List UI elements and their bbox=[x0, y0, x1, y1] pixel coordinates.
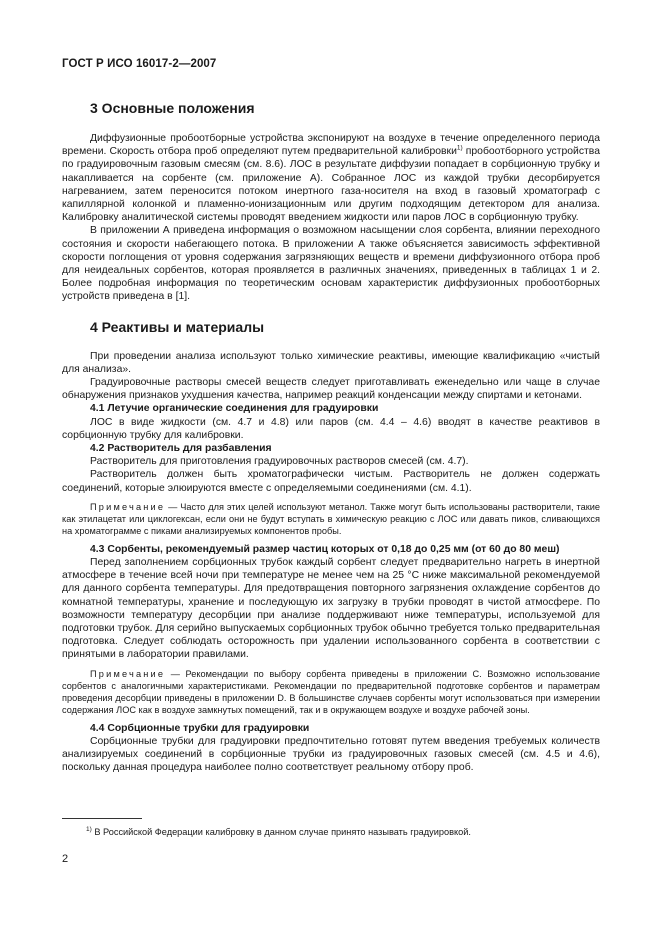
section-4-paragraph-2: Градуировочные растворы смесей веществ следует приготавливать еженедельно или чаще в случае обнаружения признаков ухудшения качества, например реакций конденсации между спиртами и кетонами. bbox=[62, 377, 600, 402]
footnote bbox=[86, 826, 471, 838]
section-3-paragraph-2: В приложении А приведена информация о возможном насыщении слоя сорбента, влиянии переходного состояния и скорости набегающего потока. В приложении А также объясняется зависимость эффективной скорости поглощения от уровня содержания загрязняющих веществ и времени диффузионного отбора проб для неидеальных сорбентов, которая проявляется в различных значениях, приведенных в таблицах 1 и 2. Более подробная информация по теоретическим основам характеристик диффузионных пробоотборных устройств приведена в [1]. bbox=[62, 225, 600, 303]
section-3-paragraph-1-end: пробоотборного устройства по градуировочным газовым смесям (см. 8.6). ЛОС в результате диффузии попадает в сорбционную трубку и накапливается на сорбенте (см. приложение А). Собранное ЛОС из каждой трубки десорбируется нагреванием, затем переносится потоком инертного газа-носителя на вход в газовый хроматограф с капиллярной колонкой и пламенно-ионизационным или другим подходящим детектором для анализа. Калибровку аналитической системы проводят введением жидкости или паров ЛОС в сорбционную трубку. bbox=[62, 146, 600, 224]
section-3-title: 3 Основные положения bbox=[90, 100, 255, 116]
note-2-text: — Рекомендации по выбору сорбента приведены в приложении С. Возможно использование сорбентов с аналогичными характеристиками. Рекомендации по предварительной подготовке сорбентов и параметрам проведения десорбции приведены в приложении D. В большинстве случаев сорбенты могут использоваться при измерении содержания ЛОС как в воздухе замкнутых помещений, так и в окружающем воздухе и воздухе рабочей зоны. bbox=[62, 668, 600, 716]
page-content bbox=[62, 100, 600, 775]
footnote-marker: 1) bbox=[86, 825, 92, 833]
subsection-4-2-paragraph-2: Растворитель должен быть хроматографически чистым. Растворитель не должен содержать соединений, которые элюируются вместе с определяемыми соединениями (см. 4.1). bbox=[62, 469, 600, 494]
page-number: 2 bbox=[62, 853, 69, 865]
subsection-4-3-title: 4.3 Сорбенты, рекомендуемый размер частиц которых от 0,18 до 0,25 мм (от 60 до 80 меш) bbox=[90, 543, 560, 555]
note-2 bbox=[62, 668, 600, 717]
subsection-4-2-title: 4.2 Растворитель для разбавления bbox=[90, 443, 272, 455]
section-3-paragraph-1-start: Диффузионные пробоотборные устройства экспонируют на воздухе в течение определенного периода времени. Скорость отбора проб определяют путем предварительной калибровки bbox=[62, 133, 600, 158]
subsection-4-4-title: 4.4 Сорбционные трубки для градуировки bbox=[90, 722, 310, 734]
footnote-divider bbox=[62, 818, 142, 819]
note-1 bbox=[62, 501, 600, 538]
section-4-title: 4 Реактивы и материалы bbox=[90, 318, 265, 335]
subsection-4-1-paragraph: ЛОС в виде жидкости (см. 4.7 и 4.8) или паров (см. 4.4 – 4.6) вводят в качестве реактивов в сорбционную трубку для калибровки. bbox=[62, 416, 600, 441]
section-3-paragraph-1 bbox=[62, 132, 600, 224]
footnote-text: В Российской Федерации калибровку в данном случае принято называть градуировкой. bbox=[91, 827, 471, 837]
subsection-4-1-title: 4.1 Летучие органические соединения для градуировки bbox=[90, 403, 379, 415]
section-4-paragraph-1: При проведении анализа используют только химические реактивы, имеющие квалификацию «чистый для анализа». bbox=[62, 350, 600, 375]
note-1-text: — Часто для этих целей используют метанол. Также могут быть использованы растворители, такие как этилацетат или циклогексан, если они не будут вступать в химическую реакцию с ЛОС или давать пиков, сливающихся на хроматограмме с пиками анализируемых компонентов пробы. bbox=[62, 501, 600, 537]
document-header: ГОСТ Р ИСО 16017-2—2007 bbox=[62, 58, 217, 70]
subsection-4-2-paragraph-1: Растворитель для приготовления градуировочных растворов смесей (см. 4.7). bbox=[90, 456, 469, 468]
note-1-label: Примечание bbox=[90, 501, 166, 512]
subsection-4-4-paragraph: Сорбционные трубки для градуировки предпочтительно готовят путем введения требуемых количеств анализируемых соединений в сорбционные трубки из градуировочных газовых смесей (см. 4.5 и 4.6), поскольку данная процедура наиболее полно соответствует реальному отбору проб. bbox=[62, 735, 600, 774]
footnote-reference: 1) bbox=[456, 144, 463, 152]
note-2-label: Примечание bbox=[90, 668, 166, 679]
subsection-4-3-paragraph: Перед заполнением сорбционных трубок каждый сорбент следует предварительно нагреть в инертной атмосфере в течение всей ночи при температуре не менее чем на 25 °С ниже максимальной рекомендуемой для данного сорбента температуры. Для предотвращения повторного загрязнения охлаждение сорбентов до комнатной температуры, хранение и последующую их загрузку в трубки проводят в чистой атмосфере. По возможности температуру десорбции при анализе поддерживают ниже температуры, используемой для подготовки трубок. Для серийно выпускаемых сорбционных трубок обычно требуется только предварительная подготовка. Следует соблюдать осторожность при удалении использованного сорбента в соответствии с принятыми в лаборатории правилами. bbox=[62, 556, 600, 661]
